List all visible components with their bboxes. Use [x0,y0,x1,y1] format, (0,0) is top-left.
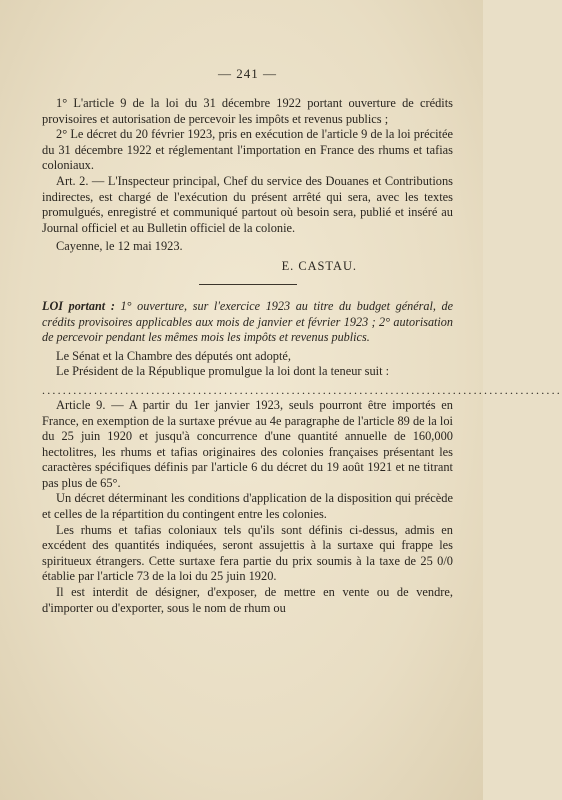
paragraph-surtax: Les rhums et tafias coloniaux tels qu'ils sont définis ci-dessus, admis en excédent des quantités indiquées, seront assujettis à la surtaxe qui frappe les spiritueux étrangers. Cette surtaxe fera partie du prix soumis à la taxe de 25 0/0 établie par l'article 73 de la loi du 25 juin 1920. [42,522,453,584]
date-line: Cayenne, le 12 mai 1923. [56,239,183,254]
paragraph-item-1: 1° L'article 9 de la loi du 31 décembre 1922 portant ouverture de crédits provisoires et autorisation de percevoir les impôts et revenus publics ; [42,96,453,126]
law-title-text: 1° ouverture, sur l'exercice 1923 au titre du budget général, de crédits provisoires applicables aux mois de janvier et février 1923 ; 2° autorisation de percevoir pendant les mêmes mois les impôts et revenus publics. [42,298,454,345]
paragraph-prohibition: Il est interdit de désigner, d'exposer, de mettre en vente ou de vendre, d'importer ou d'exporter, sous le nom de rhum ou [42,585,453,615]
preamble-president: Le Président de la République promulgue la loi dont la teneur suit : [56,364,390,379]
signature: E. CASTAU. [281,258,357,273]
law-title [42,299,453,346]
paragraph-article-9: Article 9. — A partir du 1er janvier 1923, seuls pourront être importés en France, en exemption de la surtaxe prévue au 4e paragraphe de l'article 89 de la loi du 25 juin 1920 et jusqu'à concurrence d'une quantité annuelle de 160,000 hectolitres, les rhums et tafias originaires des colonies françaises présentant les caractères spécifiques définis par l'article 6 du décret du 19 août 1921 et ne titrant pas plus de 65°. [42,397,453,490]
paragraph-decree: Un décret déterminant les conditions d'application de la disposition qui précède et celles de la répartition du contingent entre les colonies. [42,491,453,522]
ellipsis-dots: .................................................................................................... [42,382,562,397]
law-title-lead: LOI portant : [42,298,115,313]
paragraph-article-2: Art. 2. — L'Inspecteur principal, Chef du service des Douanes et Contributions indirectes, est chargé de l'exécution du présent arrêté qui sera, avec les textes promulgués, enregistré et communiqué partout où besoin sera, publié et inséré au Journal officiel et au Bulletin officiel de la colonie. [42,173,453,235]
page-number: — 241 — [218,66,277,81]
paragraph-item-2: 2° Le décret du 20 février 1923, pris en exécution de l'article 9 de la loi précitée du 31 décembre 1922 et réglementant l'importation en France des rhums et tafias coloniaux. [42,127,453,173]
preamble-senate: Le Sénat et la Chambre des députés ont adopté, [56,348,292,363]
section-divider [199,284,297,285]
